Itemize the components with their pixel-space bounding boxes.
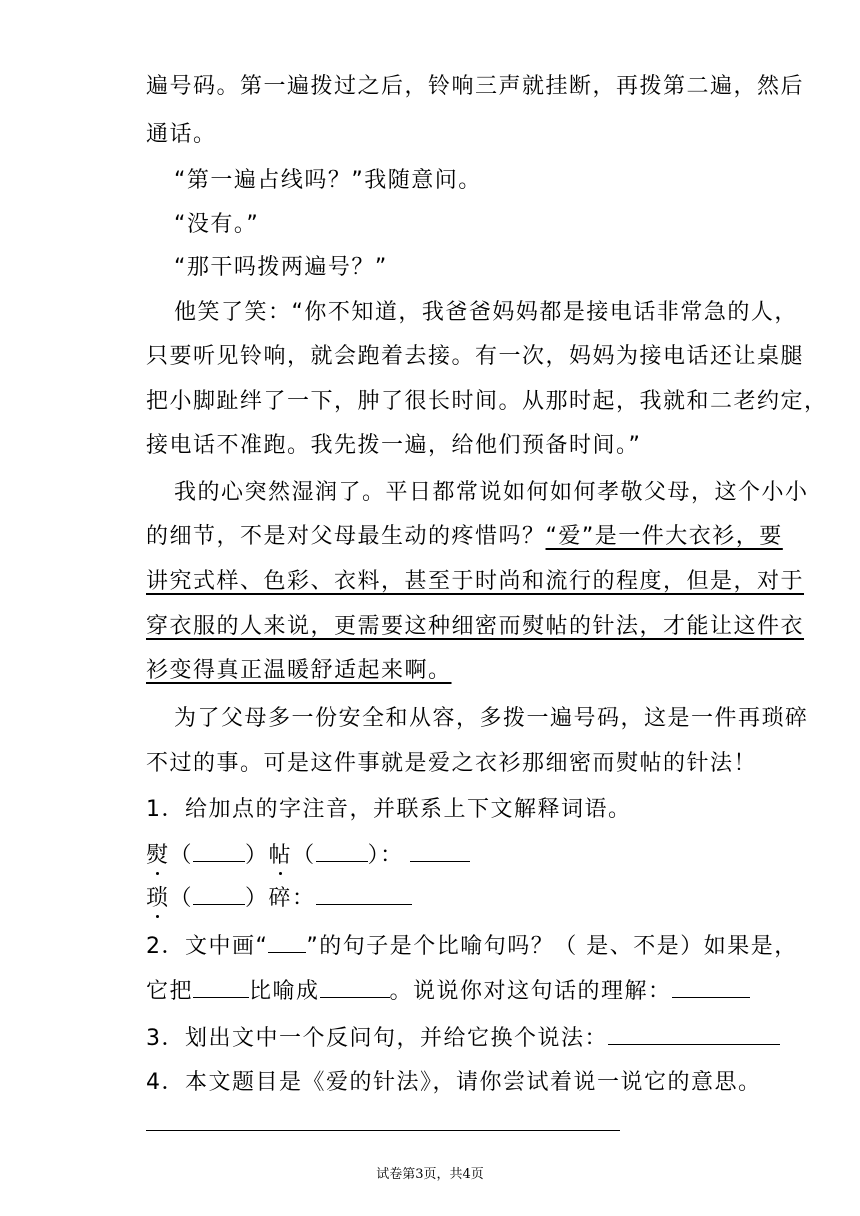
question-1-item-a xyxy=(146,839,714,869)
answer-blank[interactable] xyxy=(608,1022,780,1045)
question-4: 4．本文题目是《爱的针法》，请你尝试着说一说它的意思。 xyxy=(146,1070,762,1095)
answer-blank[interactable] xyxy=(316,839,368,862)
answer-blank[interactable] xyxy=(193,975,249,998)
underlined-metaphor: “爱”是一件大衣衫，要 xyxy=(545,524,783,549)
passage-line: 为了父母多一份安全和从容，多拨一遍号码，这是一件再琐碎 xyxy=(174,706,809,731)
question-1-item-b xyxy=(146,882,714,912)
answer-blank[interactable] xyxy=(193,839,245,862)
question-text: 2．文中画“ xyxy=(146,934,269,959)
question-2 xyxy=(146,930,798,960)
page-footer: 试卷第3页，共4页 xyxy=(376,1167,484,1182)
underlined-metaphor: 穿衣服的人来说，更需要这种细密而熨帖的针法，才能让这件衣 xyxy=(146,614,805,639)
answer-line[interactable] xyxy=(146,1130,620,1131)
dialogue-line: “没有。” xyxy=(174,212,260,237)
question-1: 1．给加点的字注音，并联系上下文解释词语。 xyxy=(146,797,632,822)
passage-text: 的细节，不是对父母最生动的疼惜吗？ xyxy=(146,524,546,549)
passage-line: 通话。 xyxy=(146,122,217,147)
paren: （ xyxy=(292,843,316,868)
passage-line: 接电话不准跑。我先拨一遍，给他们预备时间。” xyxy=(146,433,642,458)
dotted-char: 帖 xyxy=(269,841,293,871)
dotted-char: 琐 xyxy=(146,884,170,914)
paren: （ xyxy=(169,843,194,868)
dialogue-line: “第一遍占线吗？”我随意问。 xyxy=(174,168,482,193)
question-text: 它把 xyxy=(146,979,194,1004)
passage-line: 把小脚趾绊了一下，肿了很长时间。从那时起，我就和二老约定， xyxy=(146,389,828,414)
passage-line: 只要听见铃响，就会跑着去接。有一次，妈妈为接电话还让桌腿 xyxy=(146,344,805,369)
passage-line: 遍号码。第一遍拨过之后，铃响三声就挂断，再拨第二遍，然后 xyxy=(146,74,805,99)
passage-line: 他笑了笑：“你不知道，我爸爸妈妈都是接电话非常急的人， xyxy=(174,300,798,325)
question-text: 。说说你对这句话的理解： xyxy=(389,979,672,1004)
passage-line xyxy=(146,522,783,552)
underlined-metaphor: 讲究式样、色彩、衣料，甚至于时尚和流行的程度，但是，对于 xyxy=(146,569,805,594)
paren: ） xyxy=(245,843,269,868)
answer-blank[interactable] xyxy=(410,839,470,862)
answer-blank[interactable] xyxy=(193,882,245,905)
passage-line: 我的心突然湿润了。平日都常说如何如何孝敬父母，这个小小 xyxy=(174,480,809,505)
underlined-metaphor: 衫变得真正温暖舒适起来啊。 xyxy=(146,658,452,683)
paren: ）： xyxy=(367,843,404,868)
dialogue-line: “那干吗拨两遍号？” xyxy=(174,255,388,280)
passage-line: 不过的事。可是这件事就是爱之衣衫那细密而熨帖的针法！ xyxy=(146,751,758,776)
question-text: 比喻成 xyxy=(249,979,320,1004)
question-text: 3．划出文中一个反问句，并给它换个说法： xyxy=(146,1026,608,1051)
question-3 xyxy=(146,1022,714,1052)
paren: （ xyxy=(169,886,194,911)
dotted-char: 熨 xyxy=(146,841,170,871)
answer-blank[interactable] xyxy=(320,975,390,998)
question-text: ”的句子是个比喻句吗？（ 是、不是）如果是， xyxy=(306,934,798,959)
answer-blank[interactable] xyxy=(316,882,412,905)
answer-blank[interactable] xyxy=(672,975,750,998)
question-2-line-2 xyxy=(146,975,714,1005)
paren: ）碎： xyxy=(245,886,316,911)
underline-sample xyxy=(268,930,306,953)
